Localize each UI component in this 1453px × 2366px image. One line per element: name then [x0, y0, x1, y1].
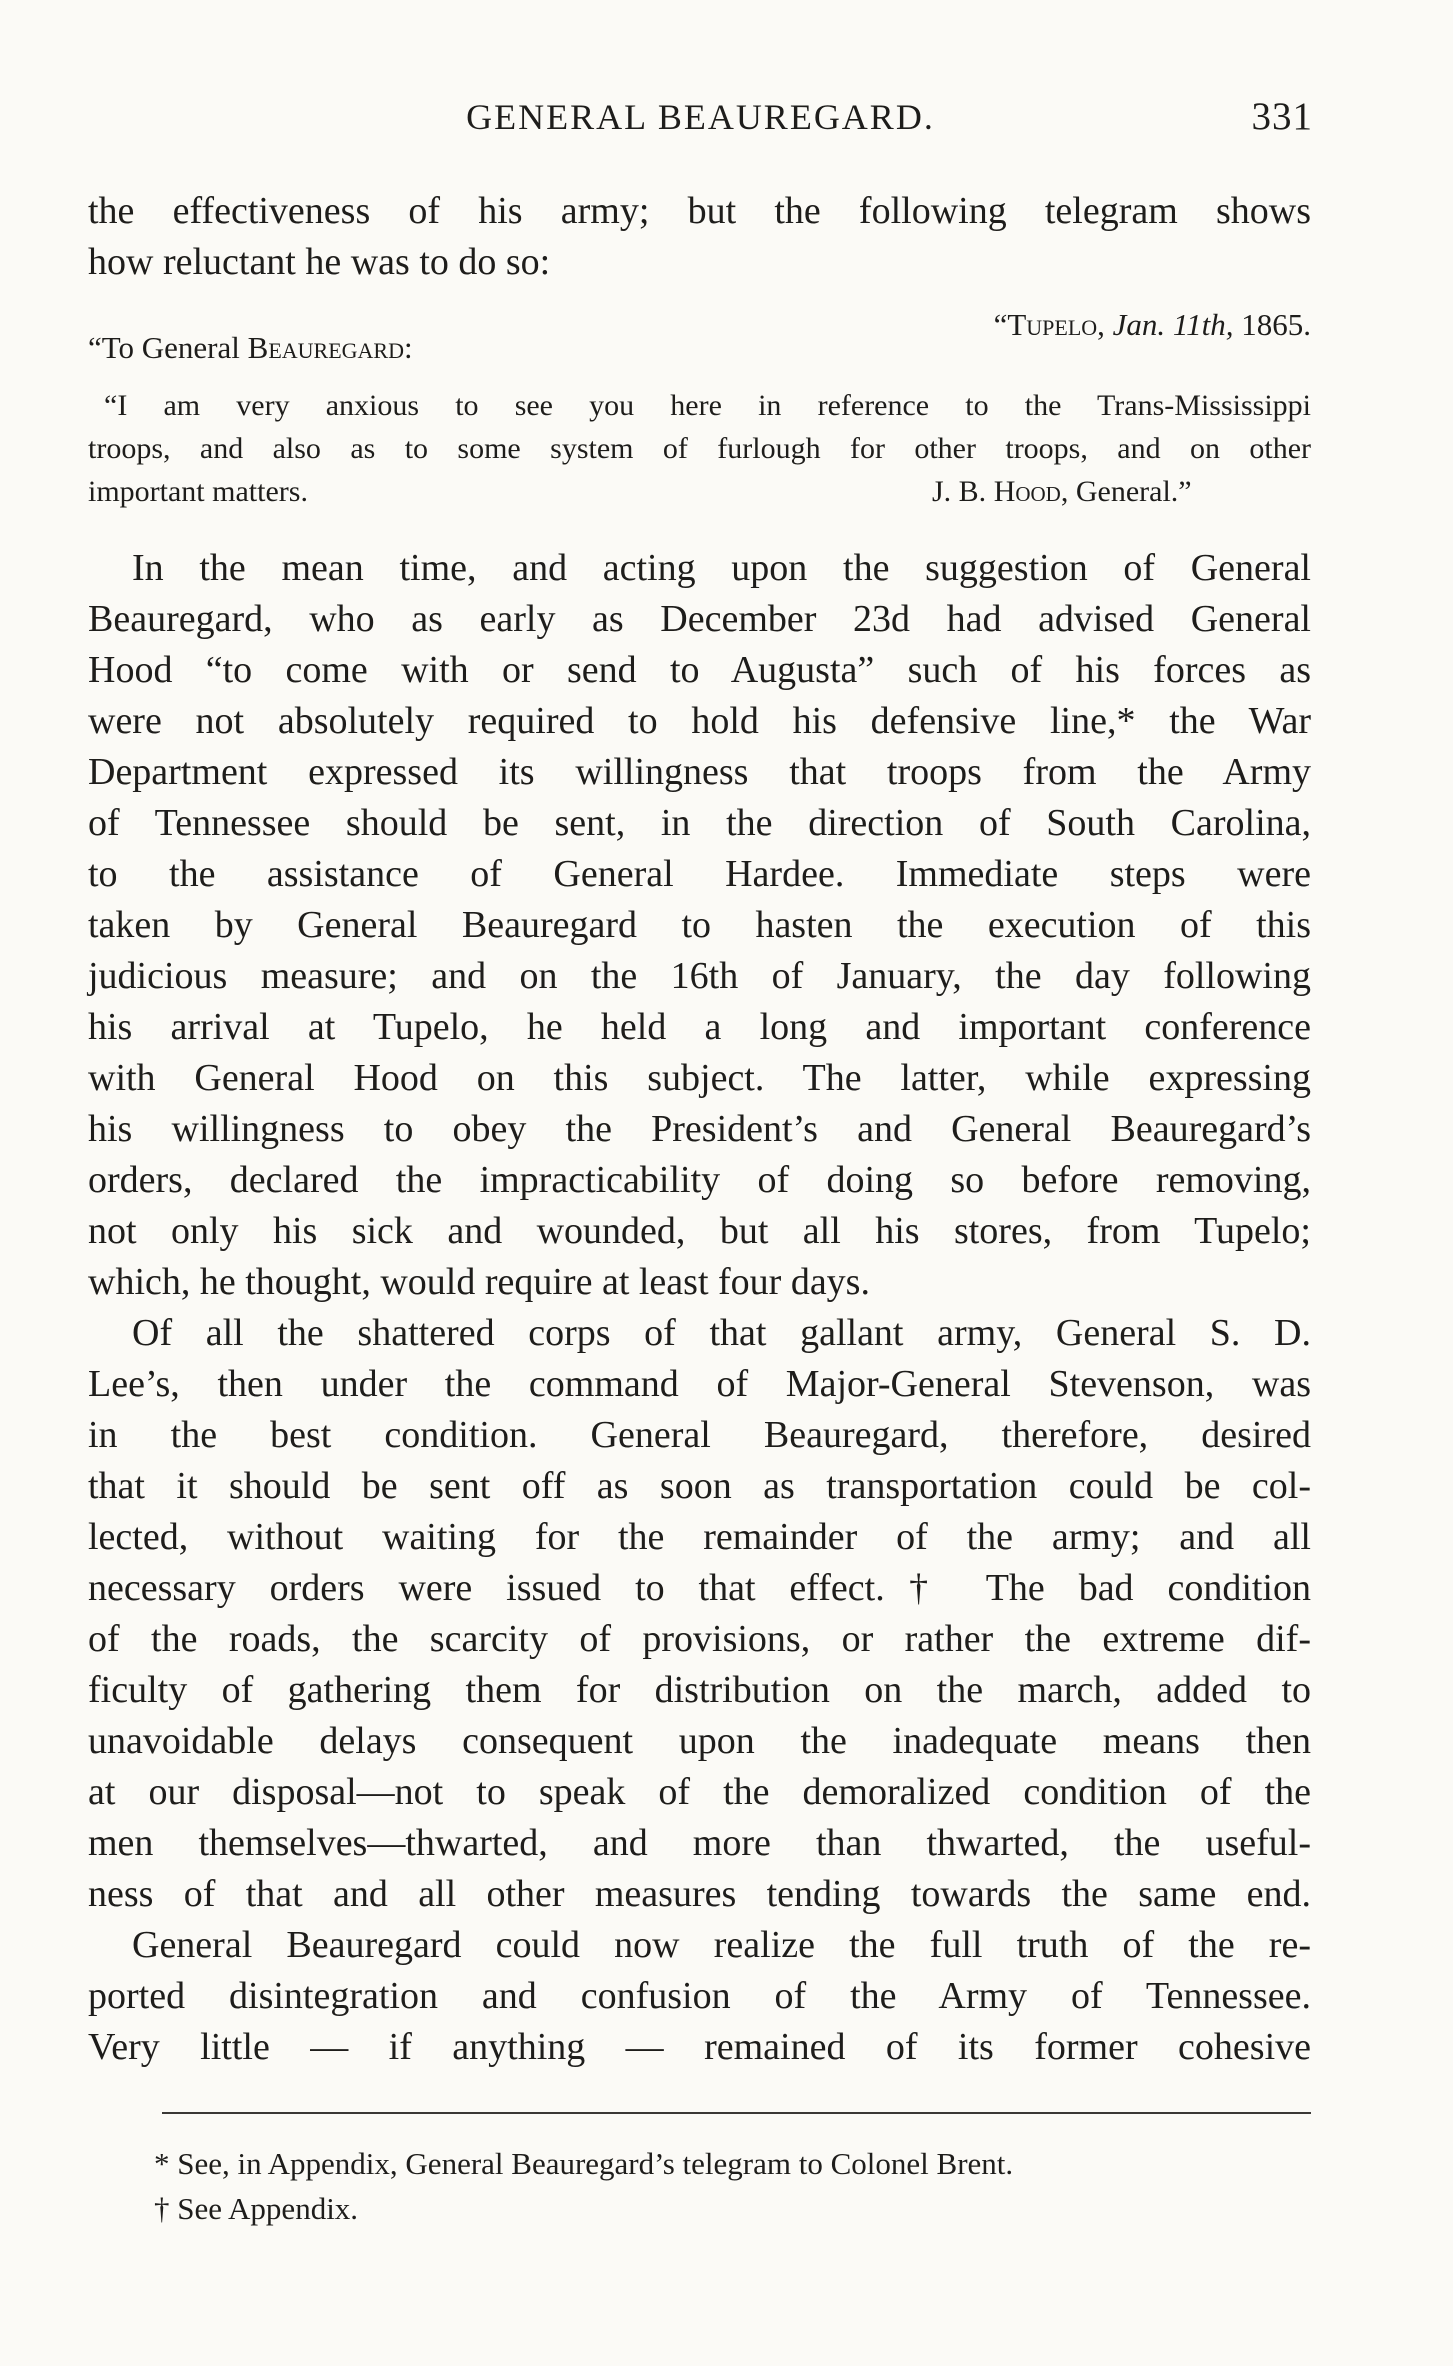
telegram-line: important matters. [88, 475, 308, 508]
text-line: orders, declared the impracticability of doing so before removing, [88, 1159, 1311, 1201]
text-line: Very little — if anything — remained of its former cohesive [88, 2026, 1311, 2068]
telegram-line: “I am very anxious to see you here in reference to the Trans-Mississippi [104, 389, 1311, 422]
text-line: Beauregard, who as early as December 23d had advised General [88, 598, 1311, 640]
telegram-closing-line [88, 470, 1311, 513]
dateline-date: Jan. 11th, [1112, 307, 1234, 342]
text-line: ported disintegration and confusion of the Army of Tennessee. [88, 1975, 1311, 2017]
running-head-title: GENERAL BEAUREGARD. [466, 97, 935, 137]
main-text [88, 543, 1311, 2073]
salutation-prefix: “To General [88, 330, 240, 365]
text-line: men themselves—thwarted, and more than thwarted, the useful- [88, 1822, 1311, 1864]
text-line: Lee’s, then under the command of Major-General Stevenson, was [88, 1363, 1311, 1405]
intro-paragraph [88, 186, 1311, 288]
telegram-body [88, 384, 1311, 513]
footnote-divider [162, 2112, 1311, 2114]
text-line: that it should be sent off as soon as transportation could be col- [88, 1465, 1311, 1507]
telegram-dateline [994, 307, 1311, 343]
text-line: ness of that and all other measures tending towards the same end. [88, 1873, 1311, 1915]
text-line: not only his sick and wounded, but all his stores, from Tupelo; [88, 1210, 1311, 1252]
dateline-place: “Tupelo, [993, 307, 1105, 342]
footnote: † See Appendix. [154, 2191, 359, 2226]
text-line: the effectiveness of his army; but the following telegram shows [88, 190, 1311, 232]
telegram-salutation [88, 330, 413, 366]
text-line: in the best condition. General Beauregard, therefore, desired [88, 1414, 1311, 1456]
text-line: judicious measure; and on the 16th of January, the day following [88, 955, 1311, 997]
text-line: his willingness to obey the President’s and General Beauregard’s [88, 1108, 1311, 1150]
text-line: Department expressed its willingness that troops from the Army [88, 751, 1311, 793]
signature-initials: J. B. [932, 475, 987, 508]
text-line: were not absolutely required to hold his defensive line,* the War [88, 700, 1311, 742]
text-line: how reluctant he was to do so: [88, 241, 551, 283]
text-line: Hood “to come with or send to Augusta” such of his forces as [88, 649, 1311, 691]
text-line: unavoidable delays consequent upon the inadequate means then [88, 1720, 1311, 1762]
footnotes [154, 2141, 1013, 2231]
text-line: ficulty of gathering them for distribution on the march, added to [88, 1669, 1311, 1711]
signature-title: General.” [1075, 475, 1192, 508]
text-line: Of all the shattered corps of that gallant army, General S. D. [132, 1312, 1311, 1354]
text-line: at our disposal—not to speak of the demoralized condition of the [88, 1771, 1311, 1813]
text-line: his arrival at Tupelo, he held a long and important conference [88, 1006, 1311, 1048]
text-line: with General Hood on this subject. The latter, while expressing [88, 1057, 1311, 1099]
text-line: which, he thought, would require at least four days. [88, 1261, 870, 1303]
telegram-line: troops, and also as to some system of furlough for other troops, and on other [88, 432, 1311, 465]
text-line: to the assistance of General Hardee. Immediate steps were [88, 853, 1311, 895]
page-number: 331 [1251, 95, 1313, 138]
text-line: In the mean time, and acting upon the suggestion of General [132, 547, 1311, 589]
dateline-year: 1865. [1241, 307, 1311, 342]
footnote: * See, in Appendix, General Beauregard’s telegram to Colonel Brent. [154, 2146, 1014, 2181]
running-head [88, 96, 1313, 146]
text-line: taken by General Beauregard to hasten the execution of this [88, 904, 1311, 946]
text-line: necessary orders were issued to that effect.† The bad condition [88, 1567, 1311, 1609]
signature-name: Hood, [993, 475, 1069, 508]
telegram-signature [932, 470, 1192, 513]
text-line: lected, without waiting for the remainder of the army; and all [88, 1516, 1311, 1558]
salutation-name: Beauregard: [247, 330, 413, 365]
text-line: General Beauregard could now realize the full truth of the re- [132, 1924, 1311, 1966]
text-line: of the roads, the scarcity of provisions, or rather the extreme dif- [88, 1618, 1311, 1660]
text-line: of Tennessee should be sent, in the direction of South Carolina, [88, 802, 1311, 844]
